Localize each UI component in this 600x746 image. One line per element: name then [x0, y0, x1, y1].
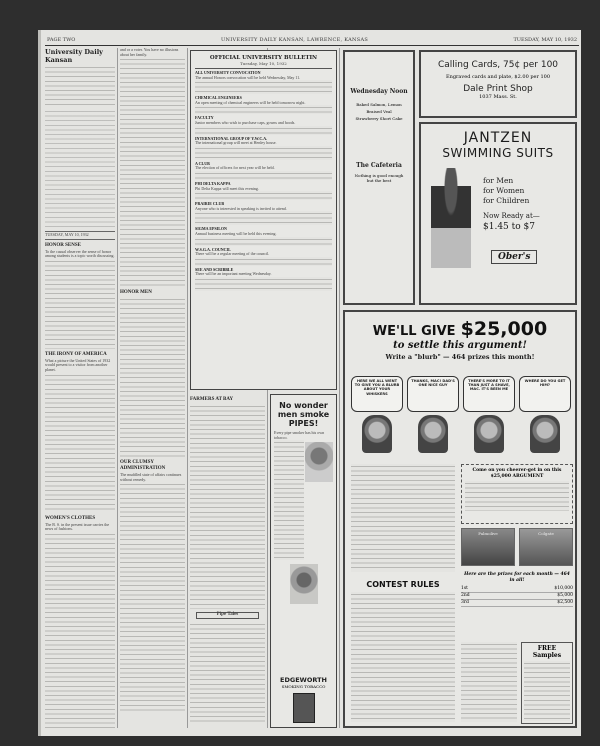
farm-column [190, 394, 265, 728]
bulletin-item [195, 116, 332, 134]
contest-coupon [461, 464, 573, 524]
colgate-label: Colgate [538, 531, 554, 536]
bulletin-item-body: There will be a regular meeting of the council. [195, 251, 270, 257]
bulletin-item-lines [195, 237, 332, 246]
man-portrait [290, 564, 318, 604]
editorial-body: To the casual observer the sense of honor among students is a topic worth discussing. [45, 248, 115, 259]
header-date: TUESDAY, MAY 10, 1932 [513, 37, 577, 43]
editorial-headline: HONOR SENSE [45, 242, 81, 248]
speech-bubble: WHERE DO YOU GET HIM? [519, 376, 571, 412]
bulletin-item [195, 268, 332, 291]
colgate-product-image [519, 528, 573, 566]
section-headline: FARMERS AT BAY [190, 397, 234, 402]
bulletin-item-lines [195, 171, 332, 180]
bulletin-item-body: Phi Delta Kappa will meet this evening. [195, 185, 259, 191]
bulletin-item-head: A CLUB [195, 160, 210, 166]
editorial-body: What a picture the United States of 1932 would present to a visitor from another planet. [45, 357, 111, 372]
face-illustration [362, 415, 392, 453]
cafeteria-menu-item: Strawberry Short Cake [355, 116, 403, 121]
pipe-ad [270, 394, 337, 728]
contest-ad [343, 310, 577, 728]
contest-rules-text [351, 592, 455, 724]
bulletin-item-head: CHEMICAL ENGINEERS [195, 95, 242, 101]
bulletin-item-body: There will be an important meeting Wednesday. [195, 271, 272, 277]
official-bulletin [190, 50, 337, 390]
bulletin-item [195, 248, 332, 266]
prize-table [461, 572, 573, 634]
contest-intro-lines [351, 464, 455, 572]
editorial-column [45, 48, 115, 728]
cafeteria-ad [343, 50, 415, 305]
bulletin-item [195, 71, 332, 94]
column-divider [187, 48, 188, 728]
cafeteria-bottom-title: The Cafeteria [356, 162, 402, 169]
speech-bubble: HERE WE ALL WENT TO GIVE YOU A BLURB ABOUT YOUR WHISKERS [351, 376, 403, 412]
prize-place: 2nd [461, 593, 470, 598]
column-divider [117, 48, 118, 728]
bulletin-subtitle: Tuesday, May 10, 1932 [195, 61, 332, 69]
prize-note: Here are the prizes for each month — 464 in all! [464, 572, 570, 583]
pipe-ad-headline: No wonder men smoke PIPES! [277, 401, 330, 428]
speech-bubbles [351, 376, 573, 456]
free-samples-box [521, 642, 573, 724]
prize-rows [461, 586, 573, 607]
bulletin-item [195, 182, 332, 200]
section-headline: HONOR MEN [120, 290, 152, 296]
prize-amount: $2,500 [557, 600, 573, 605]
bulletin-item-lines [195, 126, 332, 135]
calling-cards-ad [419, 50, 577, 118]
edgeworth-brand: EDGEWORTH [280, 676, 327, 684]
jantzen-ad [419, 122, 577, 305]
jantzen-audiences [483, 176, 529, 206]
bulletin-title: OFFICIAL UNIVERSITY BULLETIN [209, 55, 318, 61]
jantzen-price: $1.45 to $7 [483, 222, 535, 232]
bulletin-item-body: Junior members who wish to purchase caps, gowns and hoods. [195, 119, 296, 125]
bulletin-item-lines [195, 211, 332, 225]
bulletin-item-head: PHI DELTA KAPPA [195, 180, 231, 186]
bulletin-item [195, 227, 332, 245]
prize-row [461, 586, 573, 593]
pipe-ad-body-text: Every pipe smoker has his own tobacco. [274, 430, 325, 440]
paragraph-start: and or a voter. You have no illusions about her family. [120, 48, 179, 57]
dale-address: 1037 Mass. St. [479, 94, 517, 100]
bulletin-item-lines [195, 191, 332, 200]
free-samples-lines [524, 661, 570, 721]
face-illustration [418, 415, 448, 453]
bulletin-item-lines [195, 105, 332, 114]
jantzen-audience: for Men [483, 176, 514, 185]
editorial-headline: THE IRONY OF AMERICA [45, 351, 107, 357]
pipe-tales-label: Pipe Tales [196, 612, 259, 619]
bulletin-item-body: Annual business meeting will be held this evening. [195, 230, 277, 236]
page-label: PAGE TWO [47, 37, 76, 43]
bubble-panel [351, 376, 403, 456]
newspaper-title: UNIVERSITY DAILY KANSAN, LAWRENCE, KANSAS [221, 37, 369, 43]
palmolive-product-image [461, 528, 515, 566]
bulletin-item [195, 137, 332, 160]
edgeworth-sub: SMOKING TOBACCO [281, 684, 326, 689]
editorial-text-lines [45, 532, 115, 728]
contest-headline-suffix: to settle this argument! [393, 340, 527, 351]
bulletin-item-head: FACULTY [195, 115, 214, 121]
bulletin-item-lines [195, 257, 332, 266]
jantzen-product: SWIMMING SUITS [442, 146, 554, 160]
feature-text-lines [120, 297, 185, 457]
bubble-panel [463, 376, 515, 456]
obers-store-logo: Ober's [491, 250, 537, 264]
bulletin-item [195, 96, 332, 114]
bubble-panel [519, 376, 571, 456]
feature-text-lines [120, 482, 185, 712]
coupon-title: Come on you cheerer-get in on this $25,000 ARGUMENT [472, 468, 562, 479]
bulletin-item [195, 162, 332, 180]
jantzen-audience: for Women [483, 186, 525, 195]
prize-amount: $5,000 [557, 593, 573, 598]
speech-bubble: THERE'S MORE TO IT THAN JUST A SHAVE, MAC. IT'S BEEN ME [463, 376, 515, 412]
prize-amount: $10,000 [554, 586, 573, 591]
speech-bubble: THANKS, MAC! DAD'S ONE NICE GUY [407, 376, 459, 412]
bulletin-item-head: ALL UNIVERSITY CONVOCATION [195, 70, 261, 75]
bulletin-item-head: PRAIRIE CLUB [195, 201, 225, 207]
feature-column [120, 48, 185, 728]
bulletin-item-body: The international group will meet at Henley house. [195, 140, 277, 146]
cafeteria-menu-item: Braised Veal [366, 109, 392, 114]
cafeteria-tagline: Nothing is good enough but the best [354, 173, 404, 183]
dale-print-shop: Dale Print Shop [463, 84, 533, 94]
contest-headline [345, 318, 575, 340]
jantzen-price-label: Now Ready at— [483, 212, 540, 220]
bulletin-item-body: An open meeting of chemical engineers will be held tomorrow night. [195, 99, 306, 105]
pipe-ad-body [271, 428, 336, 611]
editorial-body: The B. S. in the present issue carries the news of fashions. [45, 521, 110, 532]
free-samples-title: FREE Samples [532, 645, 562, 659]
bubble-panel [407, 376, 459, 456]
bulletin-items [191, 69, 336, 295]
bulletin-item-body: Anyone who is interested in speaking is invited to attend. [195, 205, 287, 211]
bulletin-item-head: SIGMA EPSILON [195, 226, 227, 232]
jantzen-brand: JANTZEN [463, 130, 533, 146]
contest-rules-title: CONTEST RULES [366, 580, 440, 589]
bulletin-item-head: SEE AND SCRIBBLE [195, 266, 234, 272]
prize-place: 1st [461, 586, 468, 591]
cafeteria-top-title: Wednesday Noon [350, 88, 408, 95]
pipe-ad-text-lines [274, 440, 304, 560]
staff-listing [45, 109, 115, 229]
pipe-tales-text-lines [190, 622, 265, 722]
calling-cards-subline: Engraved cards and plate, $2.00 per 100 [445, 74, 551, 80]
contest-intro-text [351, 464, 455, 574]
masthead-title: University Daily Kansan [45, 48, 103, 64]
smoker-portrait [305, 442, 333, 482]
bulletin-item-lines [195, 80, 332, 94]
masthead-date: TUESDAY, MAY 10, 1932 [45, 231, 115, 240]
jantzen-audience: for Children [483, 196, 530, 205]
bulletin-item-body: The election of officers for next year will be held. [195, 165, 275, 171]
newspaper-page [38, 30, 581, 736]
face-illustration [474, 415, 504, 453]
bulletin-item-body: The annual Honors convocation will be held Wednesday, May 11. [195, 74, 301, 80]
cafeteria-menu [345, 101, 413, 122]
palmolive-label: Palmolive [478, 531, 498, 536]
editorial-text-lines [45, 259, 115, 349]
bulletin-item-lines [195, 146, 332, 160]
swimmer-illustration [431, 168, 471, 268]
editorial-text-lines [45, 373, 115, 513]
prize-row [461, 593, 573, 600]
calling-cards-headline: Calling Cards, 75¢ per 100 [437, 60, 559, 70]
prize-row [461, 600, 573, 607]
column-divider [339, 48, 340, 728]
palmolive-colgate-text [461, 642, 517, 724]
feature-text-lines [120, 57, 185, 287]
bulletin-item-head: W.S.G.A. COUNCIL [195, 246, 231, 252]
contest-subhead: Write a "blurb" — 464 prizes this month! [385, 353, 535, 361]
contest-rules-lines [351, 592, 455, 722]
farm-text-lines [190, 404, 265, 609]
section-headline: OUR CLUMSY ADMINISTRATION [120, 460, 166, 472]
face-illustration [530, 415, 560, 453]
cafeteria-menu-item: Baked Salmon, Lemon [356, 102, 402, 107]
bulletin-item [195, 202, 332, 225]
contest-headline-prefix: WE'LL GIVE [372, 324, 456, 339]
coupon-lines [465, 481, 569, 511]
tobacco-tin-icon [293, 693, 315, 723]
editorial-headline: WOMEN'S CLOTHES [45, 515, 96, 521]
editorial-body: The muddled state of affairs continues without remedy. [120, 472, 182, 482]
bulletin-item-head: INTERNATIONAL GROUP OF Y.W.C.A. [195, 135, 268, 141]
header-rule [45, 45, 579, 46]
contest-amount: $25,000 [460, 318, 548, 340]
bulletin-item-lines [195, 277, 332, 291]
palmolive-colgate-lines [461, 642, 517, 722]
prize-place: 3rd [461, 600, 469, 605]
masthead-staff-box [45, 65, 115, 105]
